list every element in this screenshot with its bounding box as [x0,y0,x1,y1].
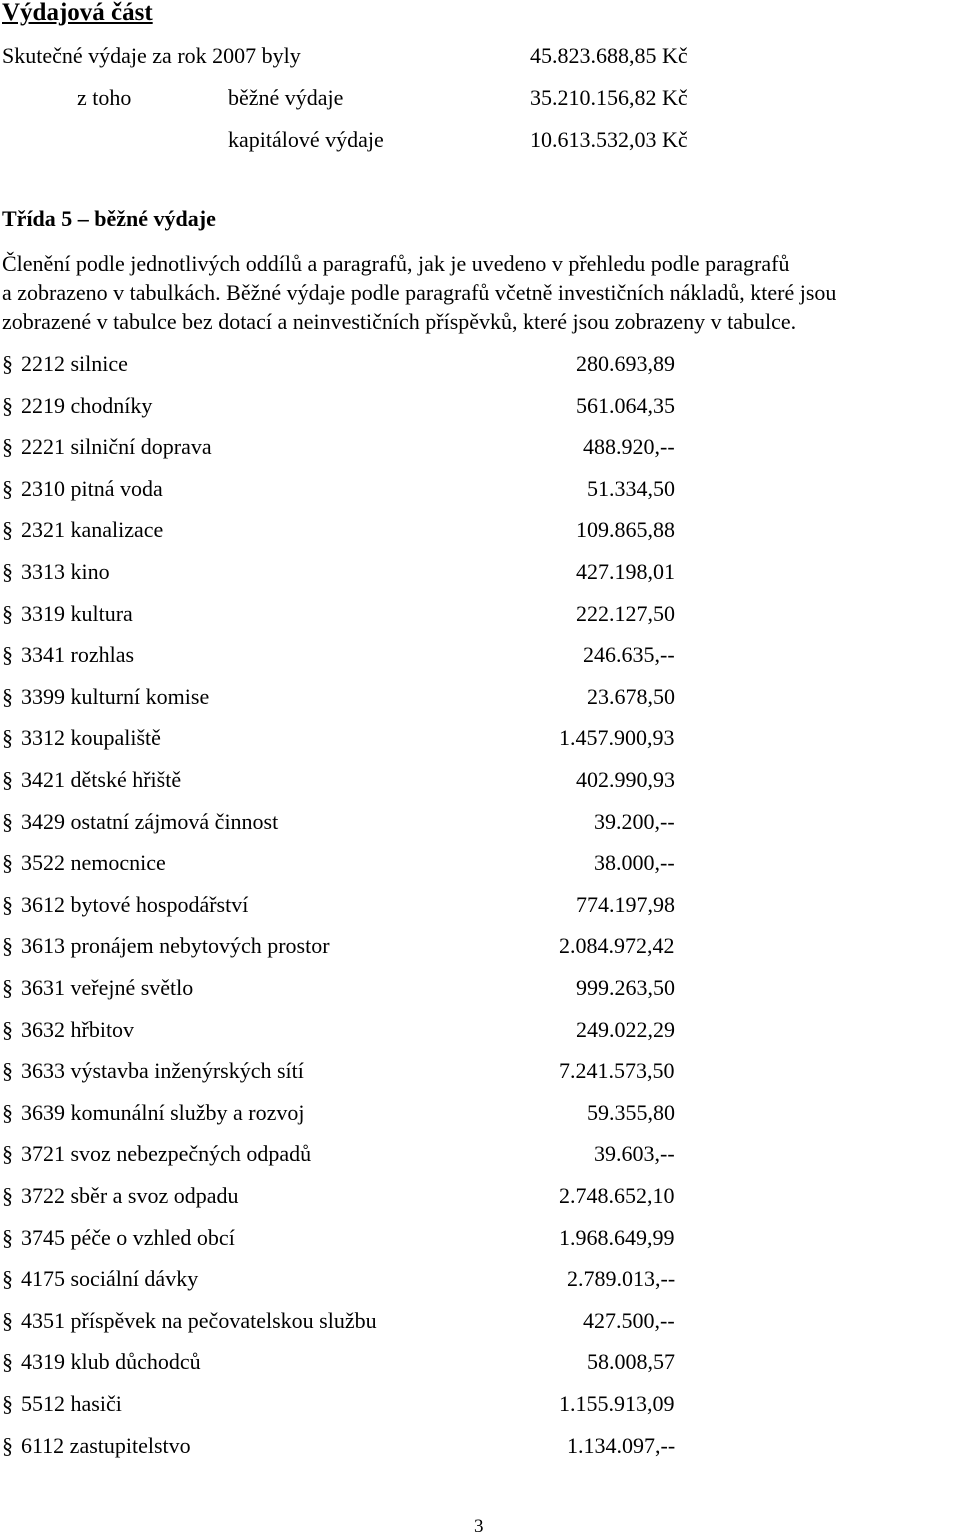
item-amount: 58.008,57 [587,1349,675,1374]
item-amount: 561.064,35 [576,393,675,418]
item-amount: 427.198,01 [576,559,675,584]
item-label: 3313 kino [21,559,110,584]
list-item [0,1266,960,1296]
capital-expenses-value: 10.613.532,03 Kč [530,127,688,152]
of-which-label: z toho [77,85,132,110]
item-amount: 2.789.013,-- [567,1266,676,1291]
section-sign: § [2,434,13,459]
item-label: 3613 pronájem nebytových prostor [21,933,330,958]
list-item [0,684,960,714]
item-label: 6112 zastupitelstvo [21,1433,191,1458]
paragraph-line-1: Členění podle jednotlivých oddílů a paragrafů, jak je uvedeno v přehledu podle paragrafů [2,251,790,276]
item-label: 3399 kulturní komise [21,684,210,709]
section-sign: § [2,1349,13,1374]
section-sign: § [2,850,13,875]
section-sign: § [2,1308,13,1333]
section-sign: § [2,1141,13,1166]
list-item [0,351,960,381]
item-label: 4351 příspěvek na pečovatelskou službu [21,1308,377,1333]
list-item [0,767,960,797]
item-amount: 774.197,98 [576,892,675,917]
item-label: 2310 pitná voda [21,476,163,501]
item-label: 3745 péče o vzhled obcí [21,1225,235,1250]
section-sign: § [2,1225,13,1250]
list-item [0,1308,960,1338]
item-label: 3722 sběr a svoz odpadu [21,1183,239,1208]
section-sign: § [2,767,13,792]
item-label: 2321 kanalizace [21,517,164,542]
item-label: 2219 chodníky [21,393,153,418]
item-amount: 1.457.900,93 [559,725,675,750]
section-sign: § [2,975,13,1000]
list-item [0,559,960,589]
list-item [0,892,960,922]
section-sign: § [2,892,13,917]
section-sign: § [2,1017,13,1042]
list-item [0,1017,960,1047]
item-label: 2221 silniční doprava [21,434,212,459]
item-label: 3341 rozhlas [21,642,135,667]
item-amount: 1.968.649,99 [559,1225,675,1250]
section-sign: § [2,725,13,750]
list-item [0,809,960,839]
page-number: 3 [474,1516,484,1537]
list-item [0,1391,960,1421]
section-sign: § [2,559,13,584]
page-heading: Výdajová část [2,0,153,26]
item-amount: 59.355,80 [587,1100,675,1125]
list-item [0,1183,960,1213]
item-amount: 1.134.097,-- [567,1433,676,1458]
list-item [0,1225,960,1255]
list-item [0,476,960,506]
item-label: 3312 koupaliště [21,725,161,750]
section-sign: § [2,1433,13,1458]
current-expenses-label: běžné výdaje [228,85,344,110]
list-item [0,850,960,880]
paragraph-line-3: zobrazené v tabulce bez dotací a neinvestičních příspěvků, které jsou zobrazeny v tabulce. [2,309,797,334]
list-item [0,1141,960,1171]
current-expenses-value: 35.210.156,82 Kč [530,85,688,110]
section-sign: § [2,1391,13,1416]
item-label: 3631 veřejné světlo [21,975,194,1000]
section-sign: § [2,684,13,709]
section-sign: § [2,809,13,834]
item-amount: 2.084.972,42 [559,933,675,958]
total-expenses-label: Skutečné výdaje za rok 2007 byly [2,43,301,68]
item-label: 2212 silnice [21,351,128,376]
item-amount: 222.127,50 [576,601,675,626]
item-label: 3612 bytové hospodářství [21,892,249,917]
paragraph-line-2: a zobrazeno v tabulkách. Běžné výdaje podle paragrafů včetně investičních nákladů, které jsou [2,280,837,305]
list-item [0,517,960,547]
item-amount: 7.241.573,50 [559,1058,675,1083]
list-item [0,601,960,631]
item-label: 3633 výstavba inženýrských sítí [21,1058,304,1083]
list-item [0,393,960,423]
section-sign: § [2,642,13,667]
list-item [0,933,960,963]
item-label: 3639 komunální služby a rozvoj [21,1100,305,1125]
list-item [0,1100,960,1130]
list-item [0,642,960,672]
item-label: 3522 nemocnice [21,850,166,875]
item-amount: 249.022,29 [576,1017,675,1042]
item-label: 4175 sociální dávky [21,1266,199,1291]
section-sign: § [2,933,13,958]
item-amount: 427.500,-- [583,1308,675,1333]
item-label: 3632 hřbitov [21,1017,135,1042]
item-amount: 39.200,-- [594,809,675,834]
section-sign: § [2,1183,13,1208]
item-amount: 38.000,-- [594,850,675,875]
section-subheading: Třída 5 – běžné výdaje [2,206,216,231]
item-label: 3421 dětské hřiště [21,767,182,792]
item-amount: 999.263,50 [576,975,675,1000]
list-item [0,1433,960,1463]
section-sign: § [2,517,13,542]
item-amount: 23.678,50 [587,684,675,709]
capital-expenses-label: kapitálové výdaje [228,127,384,152]
list-item [0,1058,960,1088]
item-amount: 39.603,-- [594,1141,675,1166]
list-item [0,725,960,755]
list-item [0,975,960,1005]
item-label: 3319 kultura [21,601,133,626]
section-sign: § [2,351,13,376]
section-sign: § [2,476,13,501]
item-amount: 2.748.652,10 [559,1183,675,1208]
item-amount: 51.334,50 [587,476,675,501]
section-sign: § [2,1266,13,1291]
item-amount: 280.693,89 [576,351,675,376]
list-item [0,1349,960,1379]
item-label: 3429 ostatní zájmová činnost [21,809,279,834]
item-label: 3721 svoz nebezpečných odpadů [21,1141,312,1166]
item-label: 5512 hasiči [21,1391,122,1416]
item-label: 4319 klub důchodců [21,1349,201,1374]
item-amount: 402.990,93 [576,767,675,792]
section-sign: § [2,393,13,418]
list-item [0,434,960,464]
section-sign: § [2,601,13,626]
section-sign: § [2,1100,13,1125]
item-amount: 1.155.913,09 [559,1391,675,1416]
item-amount: 488.920,-- [583,434,675,459]
section-sign: § [2,1058,13,1083]
item-amount: 246.635,-- [583,642,675,667]
total-expenses-value: 45.823.688,85 Kč [530,43,688,68]
item-amount: 109.865,88 [576,517,675,542]
